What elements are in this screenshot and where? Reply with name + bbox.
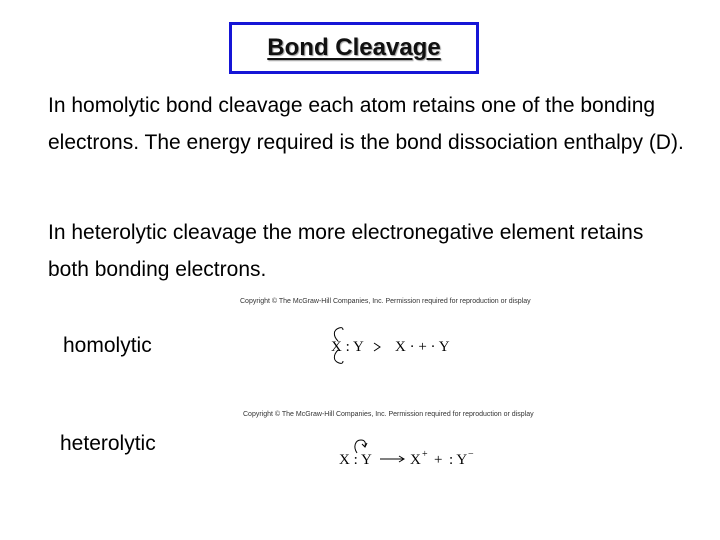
plus-sign: + [434, 452, 443, 468]
homolytic-products: X · + · Y [395, 339, 450, 355]
heterolytic-paragraph: In heterolytic cleavage the more electronegative element retains both bonding electrons. [48, 221, 644, 281]
reaction-arrow-head [374, 343, 380, 351]
homolytic-label: homolytic [63, 334, 152, 357]
heterolytic-reactant: X : Y [339, 452, 372, 468]
product-x: X [410, 452, 421, 468]
homolytic-paragraph: In homolytic bond cleavage each atom retains one of the bonding electrons. The energy required is the bond dissociation enthalpy (D). [48, 94, 684, 154]
charge-y: − [468, 449, 474, 460]
heterolytic-copyright: Copyright © The McGraw-Hill Companies, Inc. Permission required for reproduction or display [243, 411, 534, 418]
curved-arrow-head [362, 443, 367, 447]
heterolytic-label: heterolytic [60, 432, 156, 455]
homolytic-equation [325, 320, 465, 370]
heterolytic-equation [335, 433, 495, 473]
product-y: : Y [449, 452, 468, 468]
homolytic-copyright: Copyright © The McGraw-Hill Companies, Inc. Permission required for reproduction or display [240, 298, 531, 305]
charge-x: + [422, 449, 428, 460]
slide-title: Bond Cleavage [267, 34, 441, 61]
title-box [229, 22, 479, 74]
homolytic-reactant: X : Y [331, 339, 364, 355]
